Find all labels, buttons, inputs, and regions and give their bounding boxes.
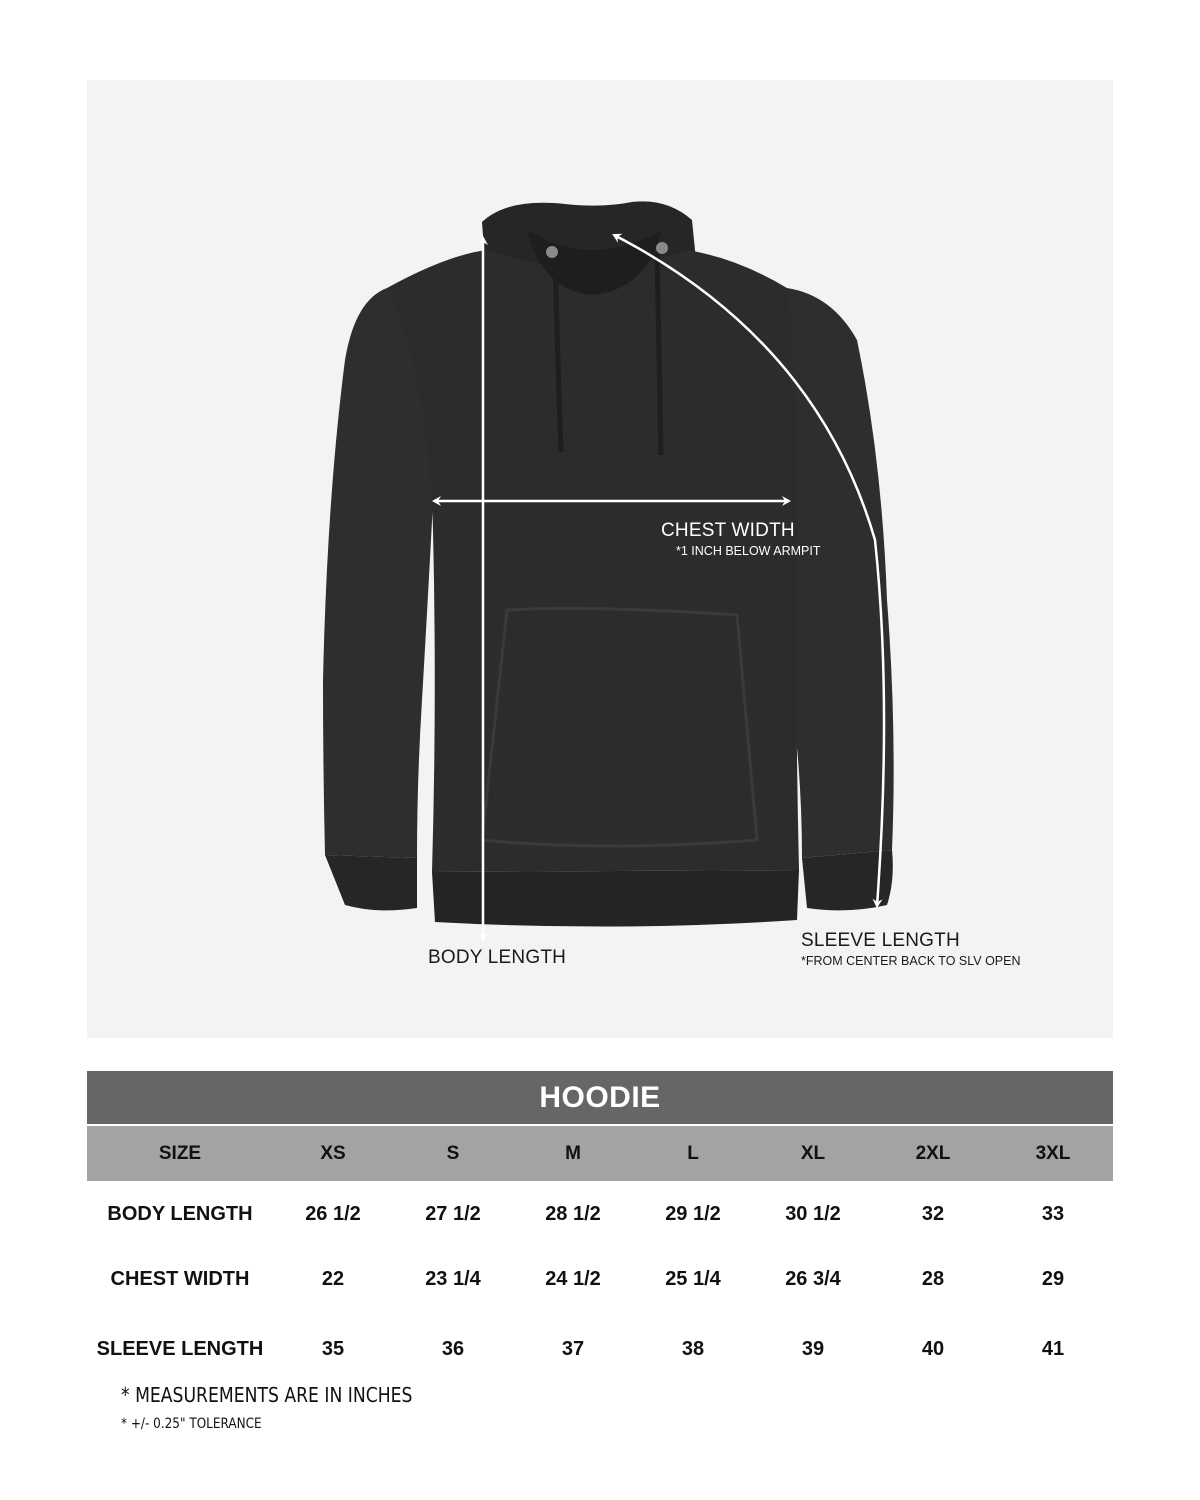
- hoodie-photo-panel: [87, 80, 1113, 1038]
- sleeve-length-note: *FROM CENTER BACK TO SLV OPEN: [801, 954, 1021, 968]
- table-title: HOODIE: [87, 1071, 1113, 1124]
- table-cell: 28 1/2: [545, 1202, 601, 1225]
- table-row: [87, 1313, 1113, 1385]
- table-row: [87, 1182, 1113, 1246]
- table-cell: 38: [681, 1337, 705, 1360]
- table-cell: 28: [921, 1268, 945, 1290]
- sleeve-length-label: SLEEVE LENGTH: [801, 930, 960, 951]
- table-cell: 29 1/2: [665, 1202, 721, 1225]
- table-row: [87, 1246, 1113, 1313]
- row-label-chest-width: CHEST WIDTH: [110, 1268, 250, 1290]
- hoodie-illustration: [87, 80, 1113, 1038]
- table-cell: 26 1/2: [305, 1202, 361, 1225]
- table-cell: 22: [321, 1268, 345, 1290]
- table-cell: 23 1/4: [425, 1268, 481, 1290]
- chest-width-note: *1 INCH BELOW ARMPIT: [676, 544, 821, 558]
- header-cell-3xl: 3XL: [1035, 1142, 1071, 1164]
- table-cell: 37: [561, 1337, 585, 1360]
- row-label-sleeve-length: SLEEVE LENGTH: [96, 1337, 264, 1360]
- table-cell: 25 1/4: [665, 1268, 721, 1290]
- header-cell-size: SIZE: [158, 1142, 202, 1164]
- hoodie-body: [387, 250, 799, 872]
- table-cell: 39: [801, 1337, 825, 1360]
- hoodie-waistband: [432, 870, 799, 927]
- header-cell-l: L: [687, 1142, 699, 1164]
- units-note: * MEASUREMENTS ARE IN INCHES: [121, 1383, 413, 1407]
- hoodie-left-cuff: [325, 855, 417, 910]
- header-cell-m: M: [565, 1142, 581, 1164]
- header-cell-xl: XL: [800, 1142, 826, 1164]
- table-cell: 26 3/4: [785, 1268, 841, 1290]
- header-cell-s: S: [446, 1142, 460, 1164]
- row-label-body-length: BODY LENGTH: [107, 1202, 253, 1225]
- hoodie-grommet-right: [656, 242, 668, 254]
- table-cell: 40: [921, 1337, 945, 1360]
- body-length-label: BODY LENGTH: [428, 947, 567, 968]
- tolerance-note: * +/- 0.25" TOLERANCE: [121, 1416, 262, 1432]
- table-cell: 35: [321, 1337, 345, 1360]
- hoodie-grommet-left: [546, 246, 558, 258]
- table-header-row: [87, 1126, 1113, 1181]
- table-cell: 30 1/2: [785, 1202, 841, 1225]
- header-cell-xs: XS: [320, 1142, 346, 1164]
- size-chart-table: [87, 1071, 1113, 1385]
- header-cell-2xl: 2XL: [915, 1142, 951, 1164]
- table-cell: 36: [441, 1337, 465, 1360]
- table-cell: 32: [921, 1202, 945, 1225]
- table-cell: 33: [1041, 1202, 1065, 1225]
- table-cell: 27 1/2: [425, 1202, 481, 1225]
- chest-width-label: CHEST WIDTH: [661, 520, 795, 541]
- table-cell: 24 1/2: [545, 1268, 601, 1290]
- table-cell: 29: [1041, 1268, 1065, 1290]
- table-cell: 41: [1041, 1337, 1065, 1360]
